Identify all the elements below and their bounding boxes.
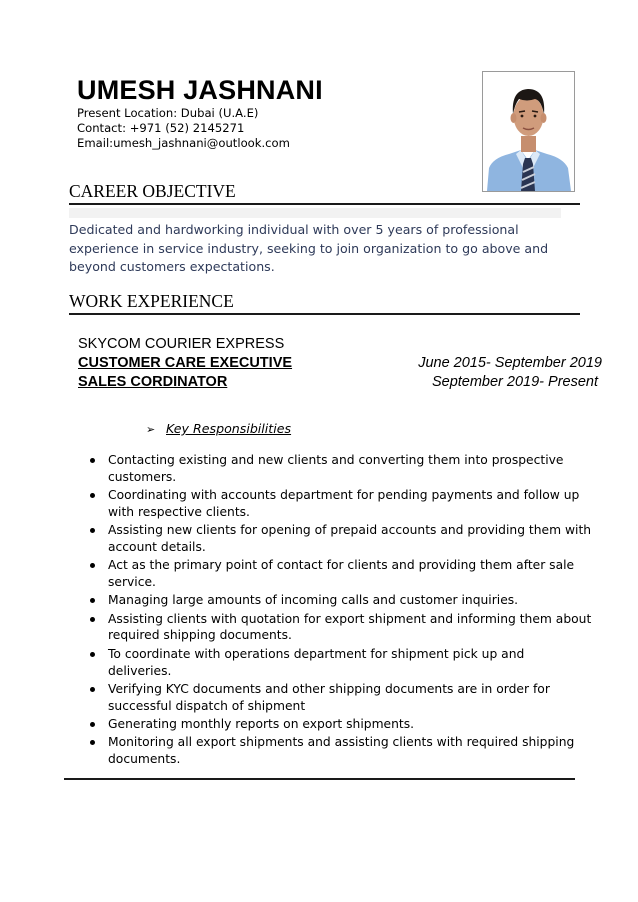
objective-line: beyond customers expectations. <box>69 259 275 274</box>
role-dates: June 2015- September 2019 <box>418 355 602 371</box>
bullet-icon <box>90 617 95 622</box>
bullet-icon <box>90 687 95 692</box>
key-responsibilities-heading <box>146 421 291 436</box>
company-name: SKYCOM COURIER EXPRESS <box>78 336 285 352</box>
bottom-divider <box>64 778 575 780</box>
bullet-icon <box>90 598 95 603</box>
contact-phone: Contact: +971 (52) 2145271 <box>77 121 245 135</box>
bullet-icon <box>90 493 95 498</box>
bullet-icon <box>90 652 95 657</box>
present-location: Present Location: Dubai (U.A.E) <box>77 106 259 120</box>
bullet-icon <box>90 528 95 533</box>
career-objective-text <box>69 221 569 277</box>
list-item: Contacting existing and new clients and converting them into prospective customers. <box>86 452 596 486</box>
objective-shading <box>69 208 561 218</box>
list-item: Monitoring all export shipments and assisting clients with required shipping documents. <box>86 734 596 768</box>
role-title: SALES CORDINATOR <box>78 374 228 390</box>
work-experience-divider <box>69 313 580 315</box>
list-item: Act as the primary point of contact for clients and providing them after sale service. <box>86 557 596 591</box>
profile-photo <box>482 71 575 192</box>
bullet-icon <box>90 458 95 463</box>
career-objective-title: CAREER OBJECTIVE <box>69 181 236 201</box>
profile-photo-illustration <box>483 72 574 191</box>
list-item: Assisting clients with quotation for export shipment and informing them about required shipping documents. <box>86 611 596 645</box>
list-item: Coordinating with accounts department for pending payments and follow up with respective clients. <box>86 487 596 521</box>
responsibilities-list <box>86 452 596 769</box>
objective-line: experience in service industry, seeking to join organization to go above and <box>69 240 549 256</box>
list-item: Managing large amounts of incoming calls and customer inquiries. <box>86 592 596 609</box>
career-objective-divider <box>69 203 580 205</box>
contact-block <box>77 106 290 151</box>
candidate-name: UMESH JASHNANI <box>77 75 323 105</box>
bullet-icon <box>90 740 95 745</box>
arrow-bullet-icon: ➢ <box>146 423 156 436</box>
role-dates: September 2019- Present <box>431 374 598 390</box>
work-experience-title: WORK EXPERIENCE <box>69 291 234 311</box>
list-item: Generating monthly reports on export shipments. <box>86 716 596 733</box>
bullet-icon <box>90 722 95 727</box>
contact-email: Email:umesh_jashnani@outlook.com <box>77 136 290 150</box>
list-item: To coordinate with operations department for shipment pick up and deliveries. <box>86 646 596 680</box>
key-responsibilities-label: Key Responsibilities <box>166 421 292 436</box>
objective-line: Dedicated and hardworking individual with over 5 years of professional <box>69 222 519 237</box>
list-item: Assisting new clients for opening of prepaid accounts and providing them with account details. <box>86 522 596 556</box>
list-item: Verifying KYC documents and other shipping documents are in order for successful dispatch of shipment <box>86 681 596 715</box>
bullet-icon <box>90 563 95 568</box>
role-title: CUSTOMER CARE EXECUTIVE <box>78 355 293 371</box>
